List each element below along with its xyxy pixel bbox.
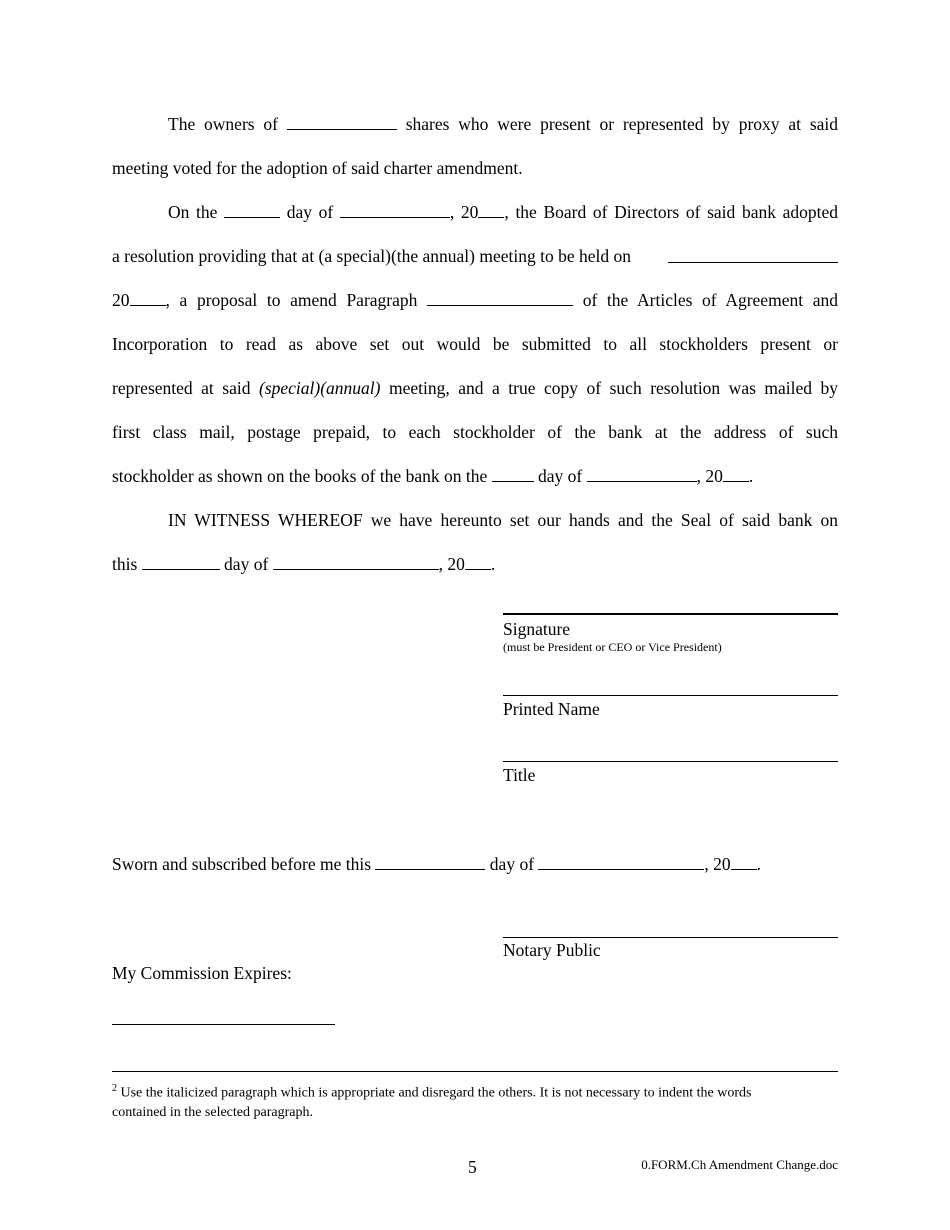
meeting-year-blank[interactable]: [130, 290, 166, 306]
signature-note: (must be President or CEO or Vice President): [503, 640, 722, 654]
paragraph2-line5: represented at said (special)(annual) meeting, and a true copy of such resolution was mailed by: [112, 378, 839, 398]
witness-line2: this day of , 20 .: [112, 554, 496, 574]
witness-day-blank[interactable]: [142, 554, 220, 570]
meeting-date-blank[interactable]: [668, 247, 838, 263]
notary-label: Notary Public: [503, 940, 601, 960]
paragraph2-line3: 20 , a proposal to amend Paragraph of the Articles of Agreement and: [112, 290, 838, 310]
title-line[interactable]: [503, 761, 838, 762]
printed-name-line[interactable]: [503, 695, 838, 696]
signature-line[interactable]: [503, 613, 838, 615]
file-name: 0.FORM.Ch Amendment Change.doc: [641, 1157, 838, 1172]
witness-year-blank[interactable]: [465, 554, 491, 570]
board-month-blank[interactable]: [340, 202, 450, 218]
title-label: Title: [503, 765, 536, 785]
sworn-month-blank[interactable]: [538, 854, 704, 870]
witness-month-blank[interactable]: [273, 554, 439, 570]
paragraph-number-blank[interactable]: [427, 290, 573, 306]
shares-blank[interactable]: [287, 114, 397, 130]
paragraph2-line6: first class mail, postage prepaid, to each stockholder of the bank at the address of such: [112, 422, 838, 442]
paragraph2-line7: stockholder as shown on the books of the bank on the day of , 20 .: [112, 466, 754, 486]
paragraph1-line1: The owners of shares who were present or represented by proxy at said: [168, 114, 839, 134]
printed-name-label: Printed Name: [503, 699, 600, 719]
witness-line1: IN WITNESS WHEREOF we have hereunto set our hands and the Seal of said bank on: [168, 510, 838, 530]
commission-label: My Commission Expires:: [112, 963, 292, 983]
books-day-blank[interactable]: [492, 466, 534, 482]
paragraph2-line1: On the day of , 20 , the Board of Directors of said bank adopted: [168, 202, 839, 222]
board-day-blank[interactable]: [224, 202, 280, 218]
sworn-year-blank[interactable]: [731, 854, 757, 870]
books-month-blank[interactable]: [587, 466, 697, 482]
paragraph2-line4: Incorporation to read as above set out would be submitted to all stockholders present or: [112, 334, 838, 354]
sworn-line: Sworn and subscribed before me this day of , 20 .: [112, 854, 762, 874]
commission-line[interactable]: [112, 1024, 335, 1025]
sworn-day-blank[interactable]: [375, 854, 485, 870]
notary-line[interactable]: [503, 937, 838, 938]
board-year-blank[interactable]: [478, 202, 504, 218]
signature-label: Signature: [503, 619, 571, 639]
footnote-separator: [112, 1071, 838, 1072]
page-number: 5: [468, 1157, 477, 1177]
paragraph1-line2: meeting voted for the adoption of said charter amendment.: [112, 158, 523, 178]
books-year-blank[interactable]: [723, 466, 749, 482]
paragraph2-line2: a resolution providing that at (a special)(the annual) meeting to be held on: [112, 243, 838, 269]
footnote: $^2$ Use the italicized paragraph which is appropriate and disregard the others. It is not necessary to indent the words contained in the selected paragraph.: [112, 1083, 752, 1120]
